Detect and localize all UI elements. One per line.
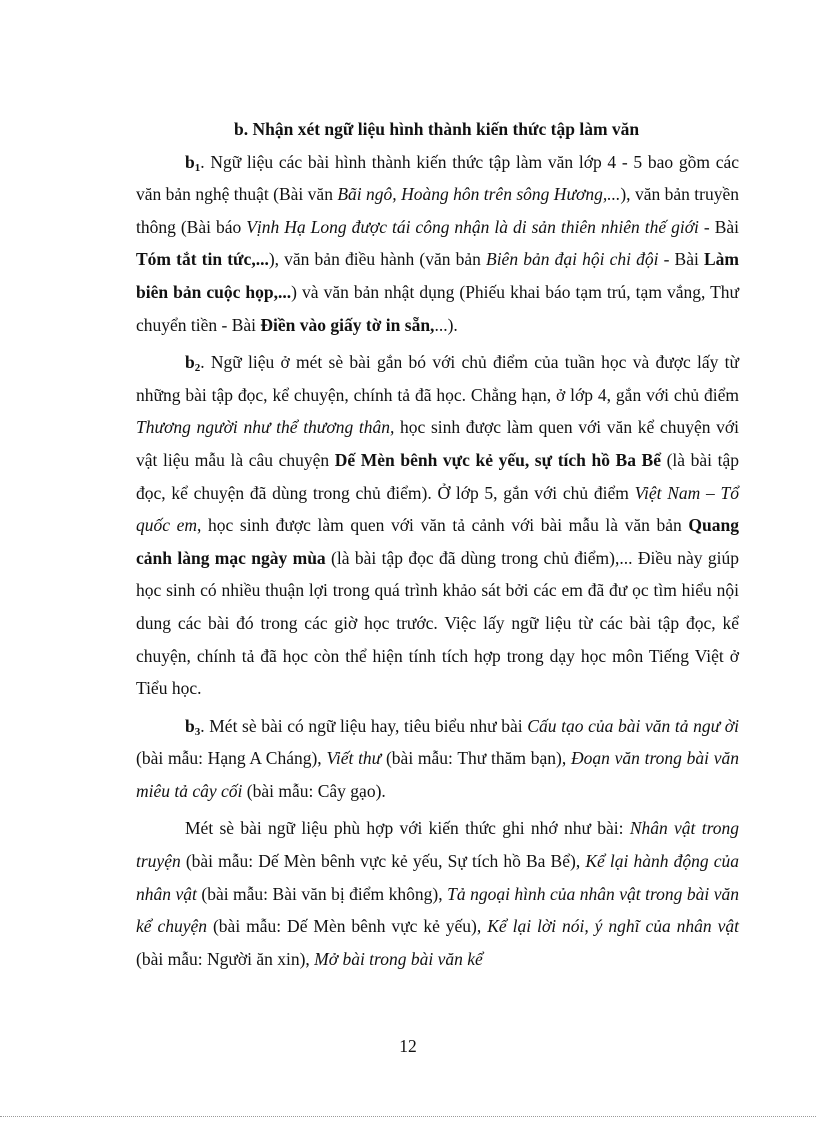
paragraph-label: b bbox=[185, 352, 195, 373]
paragraph-label: b bbox=[185, 715, 195, 736]
text-segment: ), văn bản điều hành (văn bản bbox=[268, 249, 486, 270]
text-segment: (bài mẫu: Dế Mèn bênh vực kẻ yếu), bbox=[207, 916, 488, 937]
section-heading: b. Nhận xét ngữ liệu hình thành kiến thức tập làm văn bbox=[234, 119, 640, 139]
text-segment: Điền vào giấy tờ in sẵn, bbox=[260, 314, 435, 335]
text-segment: ) và văn bản nhật dụng (Phiếu khai báo tạm trú, tạm vắng, Thư chuyển tiền - Bài bbox=[136, 281, 739, 335]
text-segment: học sinh được làm quen với văn kể chuyện với vật liệu mẫu là câu chuyện bbox=[136, 417, 739, 470]
paragraph-text bbox=[136, 352, 739, 698]
text-segment: Việt Nam – Tổ quốc em bbox=[136, 482, 739, 536]
paragraph-text bbox=[136, 716, 739, 801]
paragraph-memory-lessons bbox=[136, 812, 739, 975]
text-segment: Viết thư bbox=[326, 748, 382, 769]
text-segment: Dế Mèn bênh vực kẻ yếu, sự tích hồ Ba Bể bbox=[334, 449, 662, 470]
paragraph-b2 bbox=[136, 346, 739, 705]
text-segment: Mở bài trong bài văn kể bbox=[314, 948, 483, 969]
text-segment: - Bài bbox=[658, 249, 704, 270]
text-segment: Thương người như thể thương thân, bbox=[136, 417, 395, 438]
paragraph-b3 bbox=[136, 710, 739, 808]
text-segment: (là bài tập đọc đã dùng trong chủ điểm),... Điều này giúp học sinh có nhiều thuận lợi trong quá trình khảo sát bởi các em đã đư ọc tìm hiểu nội dung các bài đó trong các giờ học trước. Việc lấy ngữ liệu từ các bài tập đọc, kể chuyện, chính tả đã học còn thể hiện tính tích hợp trong dạy học môn Tiếng Việt ở Tiểu học. bbox=[136, 547, 739, 699]
page-number: 12 bbox=[399, 1036, 417, 1056]
text-segment: Tóm tắt tin tức,... bbox=[136, 249, 269, 270]
text-segment: (bài mẫu: Cây gạo). bbox=[242, 780, 386, 801]
paragraph-b1 bbox=[136, 146, 739, 342]
text-segment: (bài mẫu: Người ăn xin), bbox=[136, 948, 315, 969]
text-segment: Làm biên bản cuộc họp,... bbox=[136, 249, 739, 302]
text-segment: Đoạn văn trong bài văn miêu tả cây cối bbox=[136, 748, 740, 801]
text-segment: Cấu tạo của bài văn tả ngư ời bbox=[527, 715, 739, 736]
text-segment: Bãi ngô, Hoàng hôn trên sông Hương,... bbox=[337, 184, 621, 205]
text-segment: (bài mẫu: Thư thăm bạn), bbox=[381, 748, 571, 769]
text-segment: - Bài bbox=[698, 216, 739, 237]
text-segment: Kể lại hành động của nhân vật bbox=[136, 851, 739, 904]
paragraph-label-subscript: 3 bbox=[194, 725, 201, 738]
text-segment: (bài mẫu: Bài văn bị điểm không), bbox=[196, 883, 448, 904]
text-segment: ...). bbox=[434, 314, 458, 335]
text-segment: (là bài tập đọc, kể chuyện đã dùng trong chủ điểm). Ở lớp 5, gắn với chủ điểm bbox=[136, 449, 739, 503]
page-bottom-divider bbox=[0, 1116, 816, 1117]
paragraph-text bbox=[136, 152, 739, 335]
text-segment: Biên bản đại hội chi đội bbox=[486, 249, 659, 270]
paragraph-label: b bbox=[185, 151, 195, 172]
text-segment: . Ngữ liệu ở mét sè bài gắn bó với chủ điểm của tuần học và được lấy từ những bài tập đọc, kể chuyện, chính tả đã học. Chẳng hạn, ở lớp 4, gắn với chủ điểm bbox=[136, 352, 739, 405]
paragraph-text bbox=[136, 818, 739, 968]
text-segment: (bài mẫu: Dế Mèn bênh vực kẻ yếu, Sự tích hồ Ba Bể), bbox=[180, 851, 586, 872]
text-segment: , học sinh được làm quen với văn tả cảnh với bài mẫu là văn bản bbox=[197, 515, 689, 536]
text-segment: ), văn bản truyền thông (Bài báo bbox=[136, 184, 739, 237]
text-segment: (bài mẫu: Hạng A Cháng), bbox=[136, 748, 327, 769]
text-segment: Mét sè bài ngữ liệu phù hợp với kiến thức ghi nhớ như bài: bbox=[185, 818, 630, 839]
text-segment: Vịnh Hạ Long được tái công nhận là di sản thiên nhiên thế giới bbox=[246, 216, 699, 237]
page-body bbox=[136, 113, 739, 975]
text-segment: . Ngữ liệu các bài hình thành kiến thức tập làm văn lớp 4 - 5 bao gồm các văn bản nghệ thuật (Bài văn bbox=[136, 151, 739, 205]
text-segment: Nhân vật trong truyện bbox=[136, 818, 739, 872]
paragraph-label-subscript: 2 bbox=[194, 362, 201, 375]
text-segment: Kể lại lời nói, ý nghĩ của nhân vật bbox=[487, 916, 739, 937]
text-segment: Tả ngoại hình của nhân vật trong bài văn kể chuyện bbox=[136, 883, 739, 937]
text-segment: Quang cảnh làng mạc ngày mùa bbox=[136, 515, 739, 568]
text-segment: . Mét sè bài có ngữ liệu hay, tiêu biểu như bài bbox=[200, 715, 528, 736]
paragraph-label-subscript: 1 bbox=[194, 161, 201, 174]
